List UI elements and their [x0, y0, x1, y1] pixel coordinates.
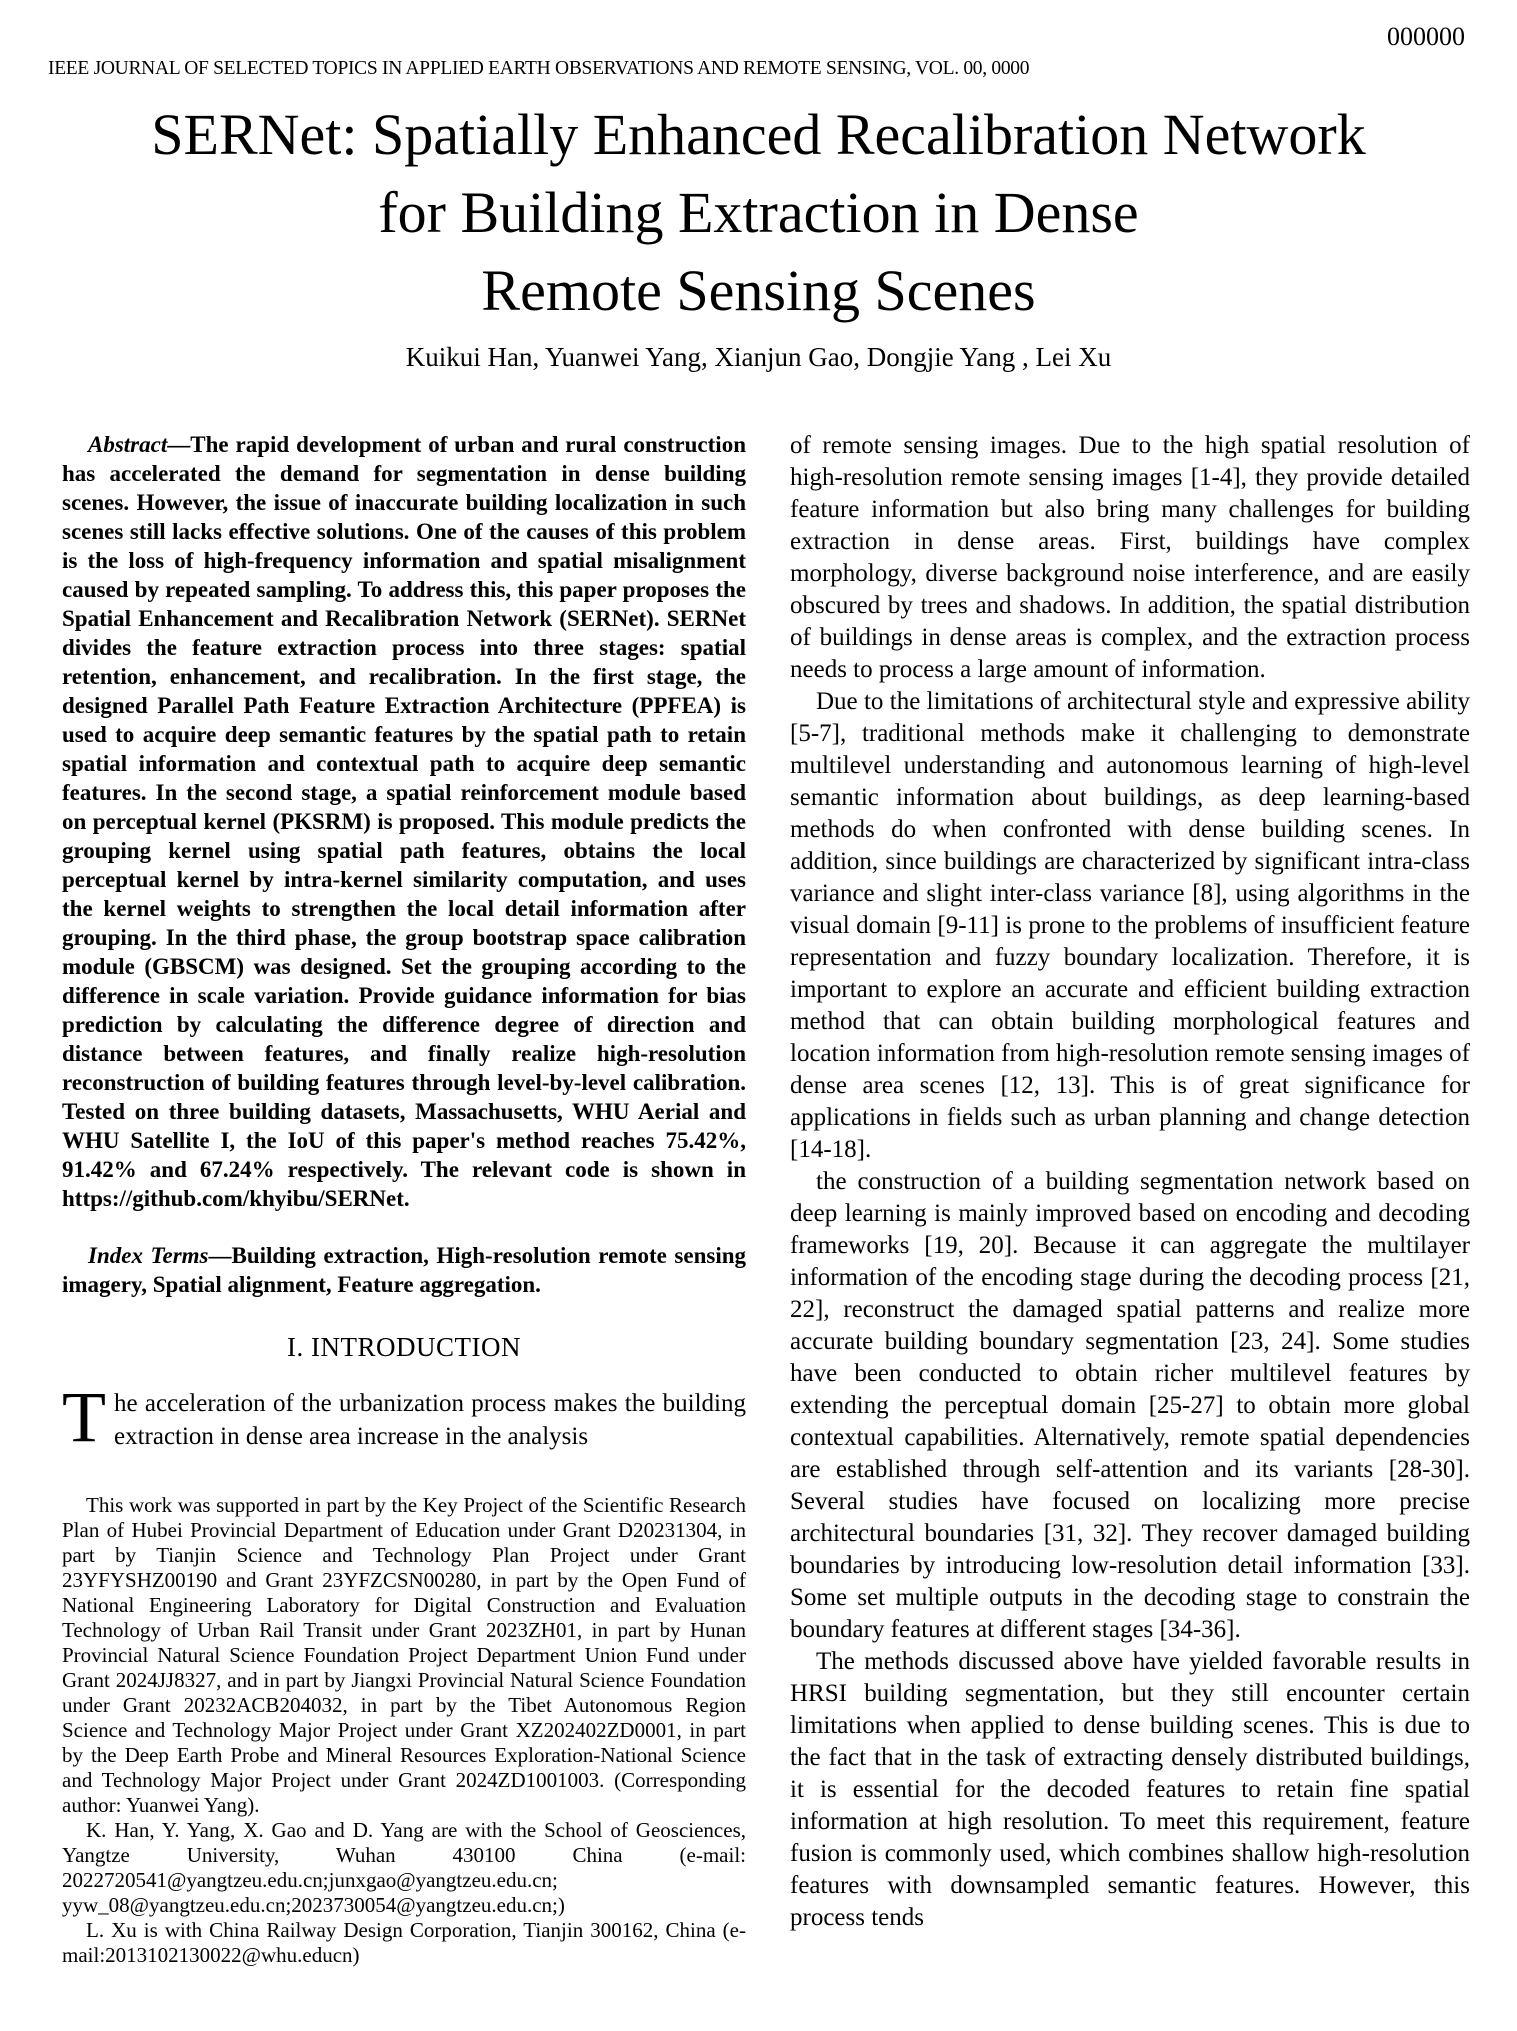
page-number: 000000: [1387, 22, 1465, 51]
section-heading-introduction: I. INTRODUCTION: [287, 1332, 521, 1362]
abstract-label: Abstract: [88, 432, 168, 457]
two-column-body: [62, 430, 1470, 1968]
index-terms-label: Index Terms: [88, 1243, 209, 1268]
dropcap-letter: T: [62, 1377, 106, 1457]
index-terms-dash: —: [208, 1243, 232, 1268]
introduction-first-paragraph: [62, 1377, 746, 1457]
index-terms-paragraph: [62, 1241, 746, 1299]
footnote-block: [62, 1493, 746, 1968]
introduction-text: he acceleration of the urbanization process makes the building extraction in dense area increase in the analysis: [113, 1390, 746, 1450]
title-line-3: Remote Sensing Scenes: [481, 258, 1036, 323]
footnote-funding: This work was supported in part by the Key Project of the Scientific Research Plan of Hubei Provincial Department of Education under Grant D20231304, in part by Tianjin Science and Technology Plan Project under Grant 23YFYSHZ00190 and Grant 23YFZCSN00280, in part by the Open Fund of National Engineering Laboratory for Digital Construction and Evaluation Technology of Urban Rail Transit under Grant 2023ZH01, in part by Hunan Provincial Natural Science Foundation Project Department Union Fund under Grant 2024JJ8327, and in part by Jiangxi Provincial Natural Science Foundation under Grant 20232ACB204032, in part by the Tibet Autonomous Region Science and Technology Major Project under Grant XZ202402ZD0001, in part by the Deep Earth Probe and Mineral Resources Exploration-National Science and Technology Major Project under Grant 2024ZD1001003. (Corresponding author: Yuanwei Yang).: [62, 1493, 746, 1817]
title-line-2: for Building Extraction in Dense: [378, 180, 1139, 245]
authors-line: Kuikui Han, Yuanwei Yang, Xianjun Gao, Dongjie Yang , Lei Xu: [405, 342, 1112, 372]
abstract-dash: —: [167, 432, 191, 457]
abstract-text: The rapid development of urban and rural construction has accelerated the demand for segmentation in dense building scenes. However, the issue of inaccurate building localization in such scenes still lacks effective solutions. One of the causes of this problem is the loss of high-frequency information and spatial misalignment caused by repeated sampling. To address this, this paper proposes the Spatial Enhancement and Recalibration Network (SERNet). SERNet divides the feature extraction process into three stages: spatial retention, enhancement, and recalibration. In the first stage, the designed Parallel Path Feature Extraction Architecture (PPFEA) is used to acquire deep semantic features by the spatial path to retain spatial information and contextual path to acquire deep semantic features. In the second stage, a spatial reinforcement module based on perceptual kernel (PKSRM) is proposed. This module predicts the grouping kernel using spatial path features, obtains the local perceptual kernel by intra-kernel similarity computation, and uses the kernel weights to strengthen the local detail information after grouping. In the third phase, the group bootstrap space calibration module (GBSCM) was designed. Set the grouping according to the difference in scale variation. Provide guidance information for bias prediction by calculating the difference degree of direction and distance between features, and finally realize high-resolution reconstruction of building features through level-by-level calibration. Tested on three building datasets, Massachusetts, WHU Aerial and WHU Satellite I, the IoU of this paper's method reaches 75.42%, 91.42% and 67.24% respectively. The relevant code is shown in https://github.com/khyibu/SERNet.: [62, 432, 746, 1211]
body-paragraph-4: The methods discussed above have yielded favorable results in HRSI building segmentation, but they still encounter certain limitations when applied to dense building scenes. This is due to the fact that in the task of extracting densely distributed buildings, it is essential for the decoded features to retain fine spatial information at high resolution. To meet this requirement, feature fusion is commonly used, which combines shallow high-resolution features with downsampled semantic features. However, this process tends: [790, 1648, 1470, 1931]
body-paragraph-3: the construction of a building segmentation network based on deep learning is mainly improved based on encoding and decoding frameworks [19, 20]. Because it can aggregate the multilayer information of the encoding stage during the decoding process [21, 22], reconstruct the damaged spatial patterns and realize more accurate building boundary segmentation [23, 24]. Some studies have been conducted to obtain richer multilevel features by extending the perceptual domain [25-27] to obtain more global contextual capabilities. Alternatively, remote spatial dependencies are established through self-attention and its variants [28-30]. Several studies have focused on localizing more precise architectural boundaries [31, 32]. They recover damaged building boundaries by introducing low-resolution detail information [33]. Some set multiple outputs in the decoding stage to constrain the boundary features at different stages [34-36].: [790, 1168, 1470, 1643]
footnote-affiliation-1: K. Han, Y. Yang, X. Gao and D. Yang are with the School of Geosciences, Yangtze University, Wuhan 430100 China (e-mail: 2022720541@yangtzeu.edu.cn;junxgao@yangtzeu.edu.cn; yyw_08@yangtzeu.edu.cn;2023730054@yangtzeu.edu.cn;): [62, 1818, 746, 1917]
title-line-1: SERNet: Spatially Enhanced Recalibration Network: [151, 102, 1366, 167]
body-paragraph-2: Due to the limitations of architectural style and expressive ability [5-7], traditional methods make it challenging to demonstrate multilevel understanding and autonomous learning of high-level semantic information about buildings, as deep learning-based methods do when confronted with dense building scenes. In addition, since buildings are characterized by significant intra-class variance and slight inter-class variance [8], using algorithms in the visual domain [9-11] is prone to the problems of insufficient feature representation and fuzzy boundary localization. Therefore, it is important to explore an accurate and efficient building extraction method that can obtain building morphological features and location information from high-resolution remote sensing images of dense area scenes [12, 13]. This is of great significance for applications in fields such as urban planning and change detection [14-18].: [790, 688, 1470, 1163]
index-terms-text: Building extraction, High-resolution remote sensing imagery, Spatial alignment, Feature aggregation.: [62, 1243, 747, 1297]
footnote-affiliation-2: L. Xu is with China Railway Design Corporation, Tianjin 300162, China (e-mail:2013102130022@whu.educn): [62, 1918, 746, 1967]
left-column: [62, 430, 746, 1968]
paper-title: [0, 96, 1517, 330]
abstract-paragraph: [62, 430, 746, 1213]
body-paragraph-1: of remote sensing images. Due to the high spatial resolution of high-resolution remote sensing images [1-4], they provide detailed feature information but also bring many challenges for building extraction in dense areas. First, buildings have complex morphology, diverse background noise interference, and are easily obscured by trees and shadows. In addition, the spatial distribution of buildings in dense areas is complex, and the extraction process needs to process a large amount of information.: [790, 432, 1470, 683]
journal-header: IEEE JOURNAL OF SELECTED TOPICS IN APPLIED EARTH OBSERVATIONS AND REMOTE SENSING, VOL. 00, 0000: [48, 58, 1030, 79]
right-column: [790, 430, 1470, 1968]
